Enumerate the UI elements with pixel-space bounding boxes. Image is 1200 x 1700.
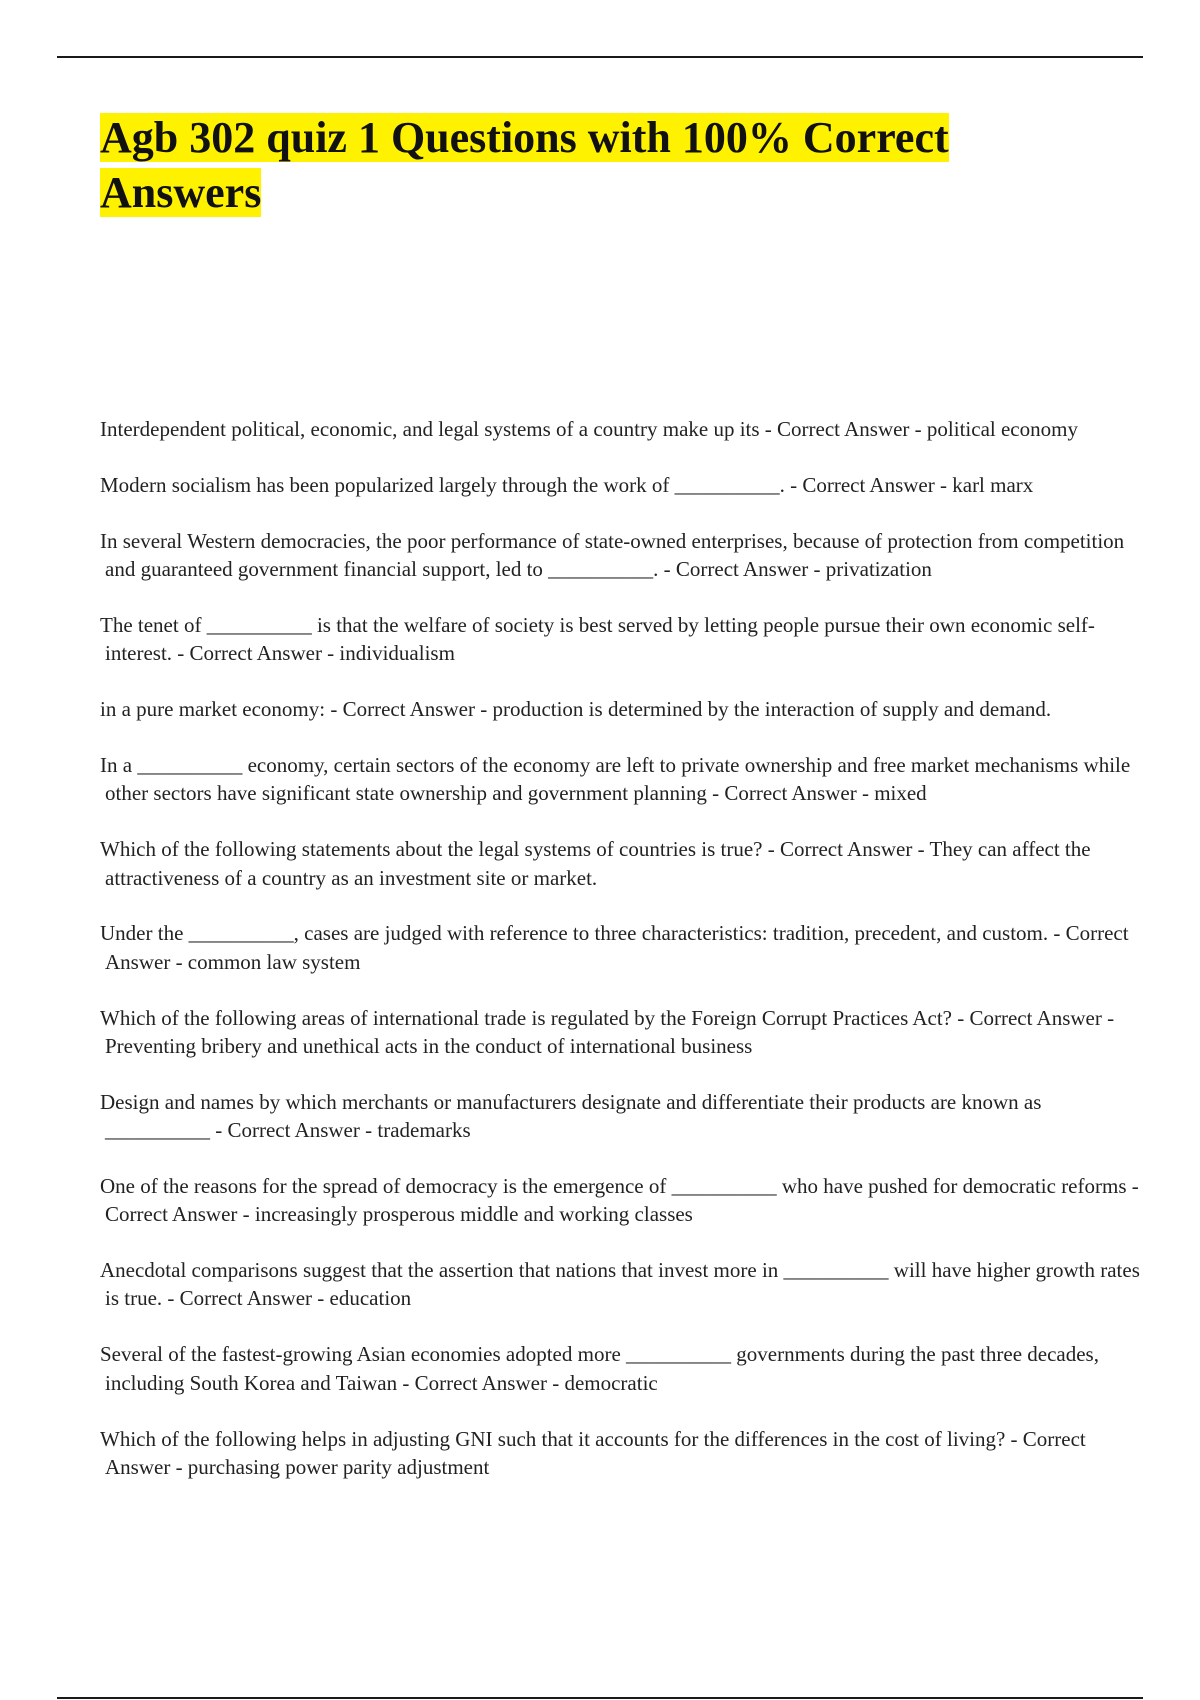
question-list [100, 415, 1145, 1509]
bottom-rule [57, 1697, 1143, 1699]
title-highlight: Agb 302 quiz 1 Questions with 100% Correct Answers [100, 113, 949, 217]
question-item: in a pure market economy: - Correct Answer - production is determined by the interaction of supply and demand. [100, 697, 1052, 722]
question-item: In a __________ economy, certain sectors of the economy are left to private ownership and free market mechanisms while other sectors have significant state ownership and government planning - Correct Answer - mixed [100, 753, 1131, 806]
question-item: Which of the following areas of international trade is regulated by the Foreign Corrupt Practices Act? - Correct Answer - Preventing bribery and unethical acts in the conduct of international business [100, 1005, 1115, 1058]
question-item: The tenet of __________ is that the welfare of society is best served by letting people pursue their own economic self-interest. - Correct Answer - individualism [100, 612, 1095, 666]
question-item: Under the __________, cases are judged with reference to three characteristics: tradition, precedent, and custom. - Correct Answer - common law system [100, 921, 1129, 974]
question-item: Anecdotal comparisons suggest that the assertion that nations that invest more in __________ will have higher growth rates is true. - Correct Answer - education [100, 1258, 1140, 1311]
top-rule [57, 56, 1143, 58]
question-item: Design and names by which merchants or manufacturers designate and differentiate their products are known as __________ - Correct Answer - trademarks [100, 1089, 1042, 1143]
question-item: In several Western democracies, the poor performance of state-owned enterprises, because of protection from competition and guaranteed government financial support, led to __________. - Correct Answer - privatization [100, 528, 1125, 582]
question-item: Which of the following statements about the legal systems of countries is true? - Correct Answer - They can affect the attractiveness of a country as an investment site or market. [100, 837, 1091, 890]
page-title [100, 110, 1100, 220]
question-item: Interdependent political, economic, and legal systems of a country make up its - Correct Answer - political economy [100, 417, 1078, 441]
question-item: Which of the following helps in adjusting GNI such that it accounts for the differences in the cost of living? - Correct Answer - purchasing power parity adjustment [100, 1426, 1086, 1479]
question-item: One of the reasons for the spread of democracy is the emergence of __________ who have pushed for democratic reforms - Correct Answer - increasingly prosperous middle and working classes [100, 1173, 1139, 1227]
question-item: Modern socialism has been popularized largely through the work of __________. - Correct Answer - karl marx [100, 472, 1034, 497]
question-item: Several of the fastest-growing Asian economies adopted more __________ governments during the past three decades, including South Korea and Taiwan - Correct Answer - democratic [100, 1342, 1099, 1395]
